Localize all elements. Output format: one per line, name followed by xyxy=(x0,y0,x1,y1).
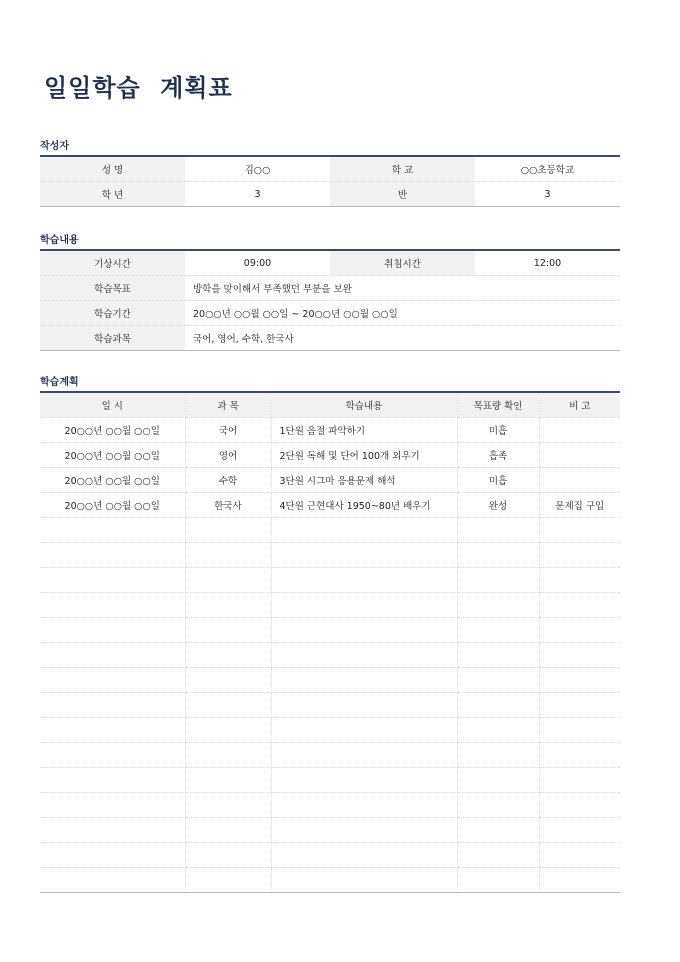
author-table xyxy=(40,155,620,207)
plan-date-cell: 20○○년 ○○월 ○○일 xyxy=(40,493,185,518)
plan-note-cell xyxy=(539,718,620,743)
wake-time-value: 09:00 xyxy=(185,250,330,276)
plan-note-cell xyxy=(539,818,620,843)
table-row xyxy=(40,643,620,668)
plan-note-cell xyxy=(539,543,620,568)
plan-content-cell xyxy=(271,843,457,868)
plan-note-cell xyxy=(539,793,620,818)
plan-check-cell xyxy=(457,793,539,818)
class-value: 3 xyxy=(475,182,620,207)
plan-date-cell xyxy=(40,668,185,693)
plan-content-cell: 3단원 시그마 응용문제 해석 xyxy=(271,468,457,493)
plan-note-cell xyxy=(539,518,620,543)
plan-check-cell xyxy=(457,718,539,743)
table-row xyxy=(40,693,620,718)
plan-note-cell xyxy=(539,468,620,493)
plan-section-heading: 학습계획 xyxy=(40,377,79,388)
name-label: 성 명 xyxy=(40,156,185,182)
table-row xyxy=(40,543,620,568)
plan-check-cell xyxy=(457,593,539,618)
plan-note-cell xyxy=(539,668,620,693)
plan-note-cell xyxy=(539,618,620,643)
plan-date-cell xyxy=(40,743,185,768)
plan-check-cell xyxy=(457,693,539,718)
plan-subject-cell xyxy=(185,793,271,818)
table-row xyxy=(40,668,620,693)
table-row xyxy=(40,593,620,618)
plan-subject-cell xyxy=(185,518,271,543)
plan-note-cell xyxy=(539,643,620,668)
plan-note-cell xyxy=(539,768,620,793)
plan-check-cell xyxy=(457,843,539,868)
sleep-time-label: 취침시간 xyxy=(330,250,475,276)
plan-note-cell xyxy=(539,843,620,868)
plan-date-cell xyxy=(40,568,185,593)
plan-subject-cell xyxy=(185,593,271,618)
plan-subject-cell xyxy=(185,618,271,643)
table-row xyxy=(40,743,620,768)
grade-label: 학 년 xyxy=(40,182,185,207)
plan-content-cell xyxy=(271,618,457,643)
plan-check-cell xyxy=(457,768,539,793)
plan-date-cell xyxy=(40,693,185,718)
grade-value: 3 xyxy=(185,182,330,207)
column-header-date: 일 시 xyxy=(40,392,185,418)
table-row xyxy=(40,718,620,743)
plan-content-cell xyxy=(271,718,457,743)
plan-check-cell: 미흡 xyxy=(457,418,539,443)
plan-content-cell xyxy=(271,518,457,543)
plan-content-cell xyxy=(271,643,457,668)
plan-check-cell xyxy=(457,868,539,893)
plan-note-cell xyxy=(539,568,620,593)
plan-note-cell: 문제집 구입 xyxy=(539,493,620,518)
plan-content-cell xyxy=(271,818,457,843)
plan-date-cell xyxy=(40,868,185,893)
plan-note-cell xyxy=(539,418,620,443)
name-value: 김○○ xyxy=(185,156,330,182)
plan-date-cell xyxy=(40,643,185,668)
plan-check-cell xyxy=(457,543,539,568)
plan-content-cell xyxy=(271,743,457,768)
plan-subject-cell xyxy=(185,693,271,718)
table-row xyxy=(40,568,620,593)
content-section-heading: 학습내용 xyxy=(40,235,79,246)
table-row xyxy=(40,443,620,468)
plan-content-cell xyxy=(271,868,457,893)
plan-subject-cell xyxy=(185,643,271,668)
plan-note-cell xyxy=(539,593,620,618)
plan-subject-cell xyxy=(185,868,271,893)
plan-subject-cell: 영어 xyxy=(185,443,271,468)
plan-date-cell xyxy=(40,518,185,543)
table-row xyxy=(40,768,620,793)
page-title: 일일학습 계획표 xyxy=(44,74,233,102)
plan-content-cell: 2단원 독해 및 단어 100개 외우기 xyxy=(271,443,457,468)
plan-content-cell xyxy=(271,593,457,618)
plan-date-cell xyxy=(40,768,185,793)
plan-subject-cell xyxy=(185,843,271,868)
column-header-check: 목표량 확인 xyxy=(457,392,539,418)
plan-date-cell xyxy=(40,618,185,643)
plan-date-cell xyxy=(40,543,185,568)
plan-content-cell: 1단원 음절 파악하기 xyxy=(271,418,457,443)
school-value: ○○초등학교 xyxy=(475,156,620,182)
table-row xyxy=(40,843,620,868)
school-label: 학 교 xyxy=(330,156,475,182)
plan-content-cell xyxy=(271,568,457,593)
plan-subject-cell xyxy=(185,768,271,793)
plan-date-cell: 20○○년 ○○월 ○○일 xyxy=(40,418,185,443)
plan-date-cell xyxy=(40,818,185,843)
plan-note-cell xyxy=(539,868,620,893)
table-row xyxy=(40,818,620,843)
plan-content-cell: 4단원 근현대사 1950~80년 배우기 xyxy=(271,493,457,518)
table-row xyxy=(40,468,620,493)
plan-note-cell xyxy=(539,743,620,768)
period-value: 20○○년 ○○월 ○○일 ~ 20○○년 ○○월 ○○일 xyxy=(185,301,620,326)
table-row xyxy=(40,793,620,818)
plan-subject-cell xyxy=(185,568,271,593)
class-label: 반 xyxy=(330,182,475,207)
plan-content-cell xyxy=(271,668,457,693)
table-row xyxy=(40,618,620,643)
table-row xyxy=(40,493,620,518)
plan-subject-cell: 한국사 xyxy=(185,493,271,518)
column-header-note: 비 고 xyxy=(539,392,620,418)
plan-date-cell xyxy=(40,843,185,868)
subjects-value: 국어, 영어, 수학, 한국사 xyxy=(193,334,294,345)
plan-table xyxy=(40,391,620,893)
subjects-label: 학습과목 xyxy=(40,326,185,351)
plan-date-cell: 20○○년 ○○월 ○○일 xyxy=(40,443,185,468)
plan-check-cell: 완성 xyxy=(457,493,539,518)
plan-check-cell xyxy=(457,818,539,843)
plan-subject-cell xyxy=(185,668,271,693)
plan-check-cell xyxy=(457,518,539,543)
plan-content-cell xyxy=(271,693,457,718)
plan-content-cell xyxy=(271,543,457,568)
plan-content-cell xyxy=(271,768,457,793)
plan-note-cell xyxy=(539,693,620,718)
plan-subject-cell: 국어 xyxy=(185,418,271,443)
plan-check-cell: 미흡 xyxy=(457,468,539,493)
goal-value: 방학을 맞이해서 부족했던 부분을 보완 xyxy=(185,276,620,301)
period-label: 학습기간 xyxy=(40,301,185,326)
plan-date-cell xyxy=(40,793,185,818)
wake-time-label: 기상시간 xyxy=(40,250,185,276)
plan-check-cell xyxy=(457,668,539,693)
table-row xyxy=(40,868,620,893)
plan-check-cell xyxy=(457,643,539,668)
plan-date-cell xyxy=(40,593,185,618)
table-row xyxy=(40,518,620,543)
plan-note-cell xyxy=(539,443,620,468)
sleep-time-value: 12:00 xyxy=(475,250,620,276)
plan-subject-cell xyxy=(185,818,271,843)
plan-subject-cell xyxy=(185,543,271,568)
plan-content-cell xyxy=(271,793,457,818)
table-row xyxy=(40,418,620,443)
plan-subject-cell: 수학 xyxy=(185,468,271,493)
plan-check-cell xyxy=(457,743,539,768)
plan-check-cell xyxy=(457,618,539,643)
plan-check-cell: 흡족 xyxy=(457,443,539,468)
plan-subject-cell xyxy=(185,718,271,743)
plan-date-cell xyxy=(40,718,185,743)
plan-subject-cell xyxy=(185,743,271,768)
author-section-heading: 작성자 xyxy=(40,141,69,152)
goal-label: 학습목표 xyxy=(40,276,185,301)
column-header-content: 학습내용 xyxy=(271,392,457,418)
content-table xyxy=(40,249,620,351)
plan-date-cell: 20○○년 ○○월 ○○일 xyxy=(40,468,185,493)
plan-check-cell xyxy=(457,568,539,593)
column-header-subject: 과 목 xyxy=(185,392,271,418)
